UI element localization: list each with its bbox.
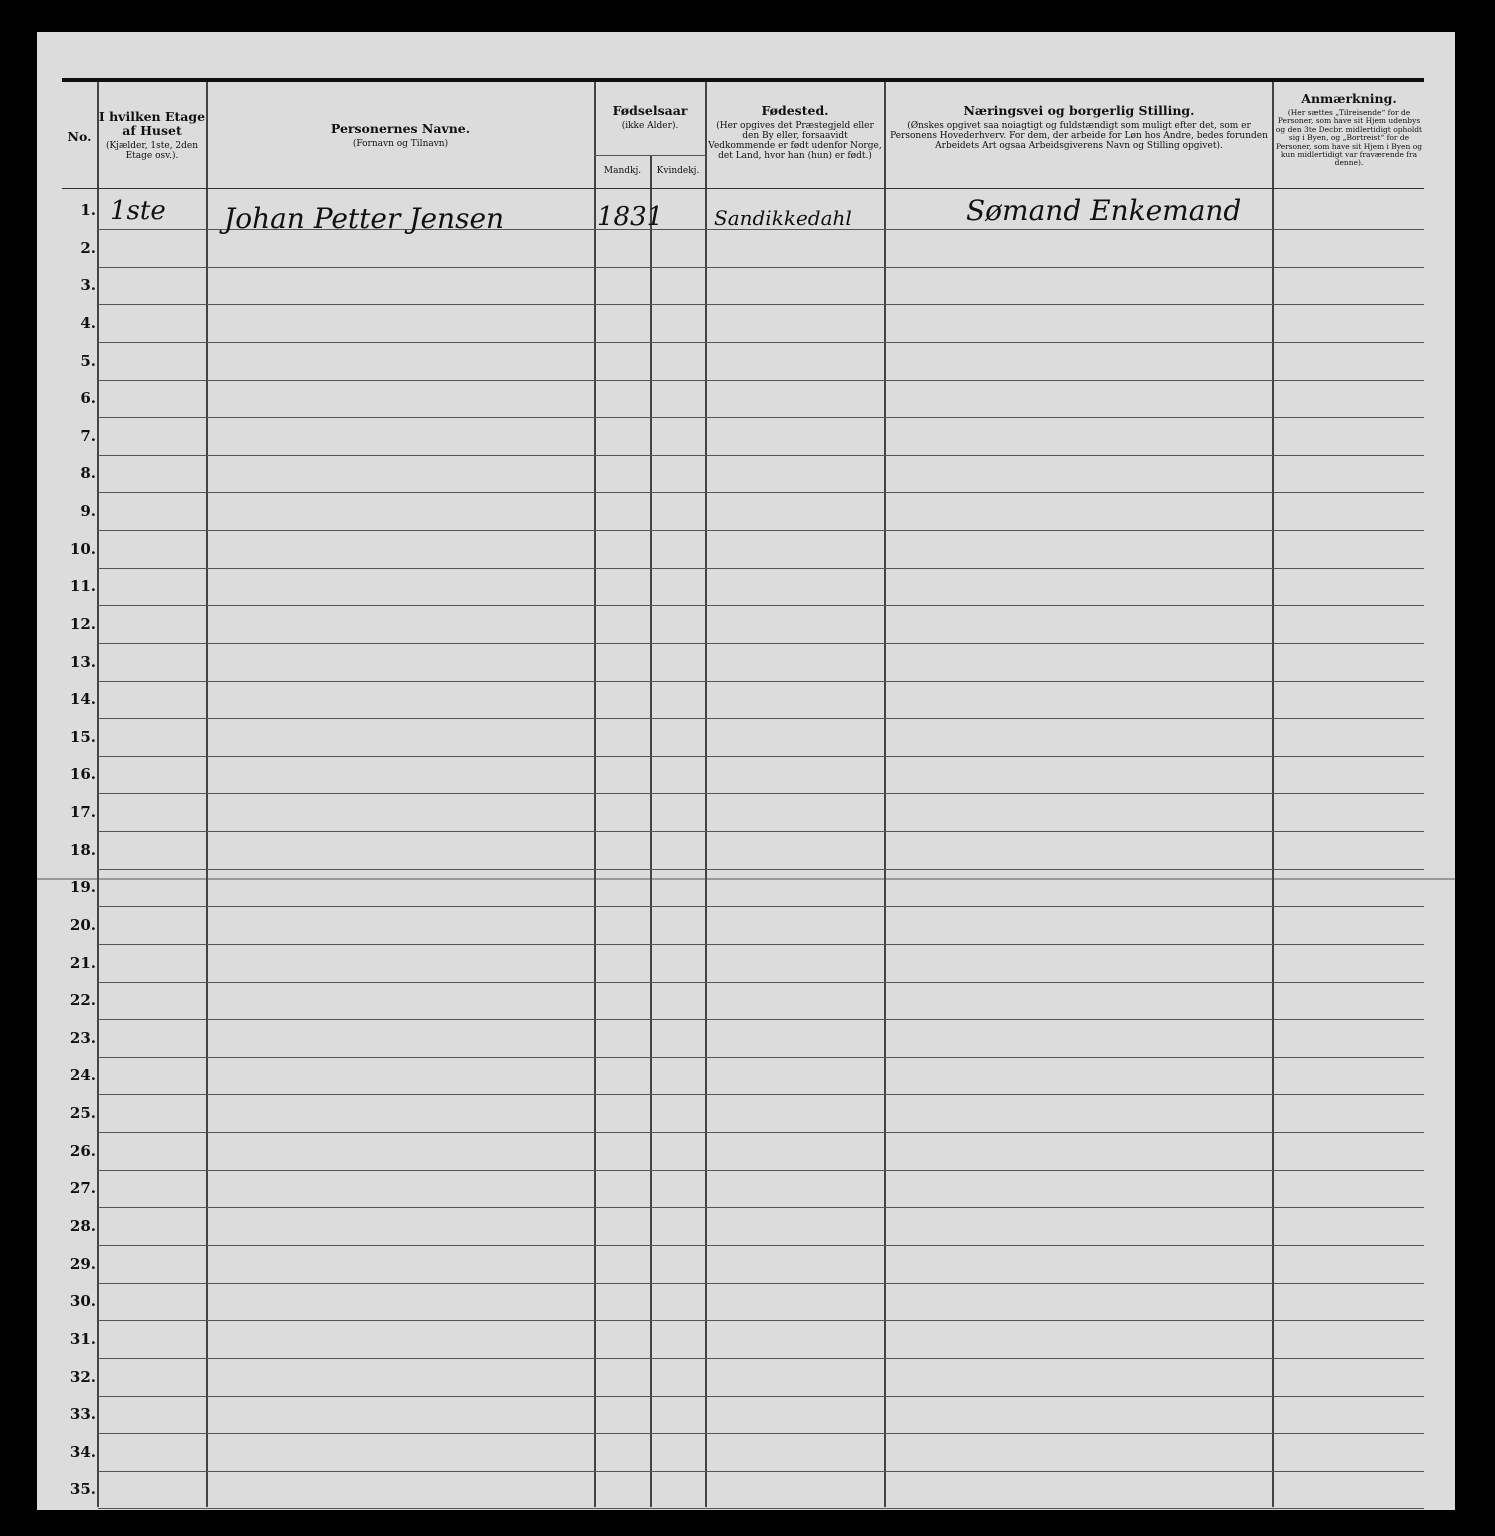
row-rule (98, 1396, 1424, 1397)
row-number: 5. (80, 351, 96, 370)
row-rule (98, 417, 1424, 418)
page-fold (37, 878, 1455, 880)
header-no: No. (67, 129, 92, 144)
header-fodselsaar: Fødselsaar (ikke Alder). (612, 103, 688, 131)
row-number: 16. (69, 765, 96, 784)
row-number: 3. (80, 276, 96, 295)
row-rule (98, 568, 1424, 569)
header-kvindekj: Kvindekj. (656, 166, 700, 176)
row-number: 28. (69, 1217, 96, 1235)
row-number: 26. (69, 1141, 96, 1160)
row-rule (98, 605, 1424, 606)
row-number: 25. (69, 1104, 96, 1123)
row-number: 18. (69, 840, 96, 859)
entry-birthplace: Sandikkedahl (714, 206, 852, 230)
col-divider-etage (206, 82, 208, 1507)
header-navne: Personernes Navne. (Fornavn og Tilnavn) (330, 121, 471, 149)
row-rule (98, 455, 1424, 456)
row-rule (98, 267, 1424, 268)
row-rule (98, 1094, 1424, 1095)
row-number: 1. (80, 201, 96, 219)
entry-occupation: Sømand Enkemand (966, 194, 1242, 227)
row-rule (98, 944, 1424, 945)
col-divider-fodested (884, 82, 886, 1507)
entry-name: Johan Petter Jensen (224, 202, 505, 235)
row-rule (98, 643, 1424, 644)
row-number: 11. (69, 577, 96, 596)
row-rule (98, 982, 1424, 983)
row-rule (98, 793, 1424, 794)
row-number: 13. (69, 652, 96, 671)
row-rule (98, 1019, 1424, 1020)
row-rule (98, 1245, 1424, 1246)
row-number: 23. (69, 1028, 96, 1047)
row-number: 19. (69, 878, 96, 897)
row-number: 31. (69, 1329, 96, 1348)
row-number: 21. (69, 953, 96, 972)
row-rule (98, 380, 1424, 381)
row-number: 24. (69, 1066, 96, 1085)
header-mandkj: Mandkj. (603, 166, 642, 176)
entry-year: 1831 (597, 202, 664, 232)
row-rule (98, 1170, 1424, 1171)
col-divider-naering (1272, 82, 1274, 1507)
row-number: 34. (69, 1442, 96, 1461)
row-number: 8. (80, 464, 96, 483)
header-anmaerkning: Anmærkning. (Her sættes „Tilreisende“ for de Personer, som have sit Hjem udenbys og den 3te Decbr. midlertidigt opholdt sig i Byen, og „Bortreist“ for de Personer, som have sit Hjem i Byen og kun midlertidigt var fraværende fra denne). (1275, 91, 1423, 168)
row-number: 27. (69, 1179, 96, 1198)
row-number: 7. (80, 426, 96, 445)
row-rule (98, 906, 1424, 907)
row-rule (98, 869, 1424, 870)
row-rule (98, 492, 1424, 493)
header-bottom-rule (62, 188, 1424, 189)
row-number: 33. (69, 1405, 96, 1424)
census-form-page (37, 32, 1455, 1510)
col-divider-no (97, 82, 99, 1507)
row-number: 32. (69, 1367, 96, 1386)
row-number: 6. (80, 389, 96, 408)
row-rule (98, 1132, 1424, 1133)
row-rule (98, 1433, 1424, 1434)
row-number: 30. (69, 1292, 96, 1311)
row-rule (98, 1508, 1424, 1509)
row-number: 29. (69, 1254, 96, 1273)
row-rule (98, 718, 1424, 719)
row-rule (98, 681, 1424, 682)
row-number: 15. (69, 727, 96, 746)
row-rule (98, 831, 1424, 832)
col-divider-navne (594, 82, 596, 1507)
col-divider-fodselsaar (705, 82, 707, 1507)
row-number: 9. (80, 502, 96, 521)
row-rule (98, 756, 1424, 757)
header-naering: Næringsvei og borgerlig Stilling. (Ønskes opgivet saa noiagtigt og fuldstændigt som muligt efter det, som er Personens Hovederhverv. For dem, der arbeide for Løn hos Andre, bedes forunden Arbeidets Art ogsaa Arbeidsgiverens Navn og Stilling opgivet). (890, 103, 1268, 152)
row-rule (98, 1358, 1424, 1359)
row-rule (98, 304, 1424, 305)
row-rule (98, 530, 1424, 531)
row-number: 10. (69, 539, 96, 558)
row-number: 20. (69, 915, 96, 934)
header-etage: I hvilken Etage af Huset (Kjælder, 1ste, 2den Etage osv.). (98, 109, 206, 162)
row-number: 14. (69, 690, 96, 709)
fodselsaar-subheader-rule (594, 155, 705, 156)
row-number: 2. (80, 238, 96, 257)
row-rule (98, 1057, 1424, 1058)
entry-etage: 1ste (110, 196, 166, 226)
row-number: 17. (69, 803, 96, 822)
row-rule (98, 1283, 1424, 1284)
top-rule (62, 78, 1424, 82)
header-fodested: Fødested. (Her opgives det Præstegjeld eller den By eller, forsaavidt Vedkommende er født udenfor Norge, det Land, hvor han (hun) er født.) (708, 103, 882, 162)
row-number: 35. (69, 1480, 96, 1499)
row-number: 22. (69, 991, 96, 1010)
row-rule (98, 1320, 1424, 1321)
row-number: 4. (80, 313, 96, 332)
row-rule (98, 1471, 1424, 1472)
row-rule (98, 342, 1424, 343)
row-rule (98, 1207, 1424, 1208)
row-number: 12. (69, 614, 96, 633)
